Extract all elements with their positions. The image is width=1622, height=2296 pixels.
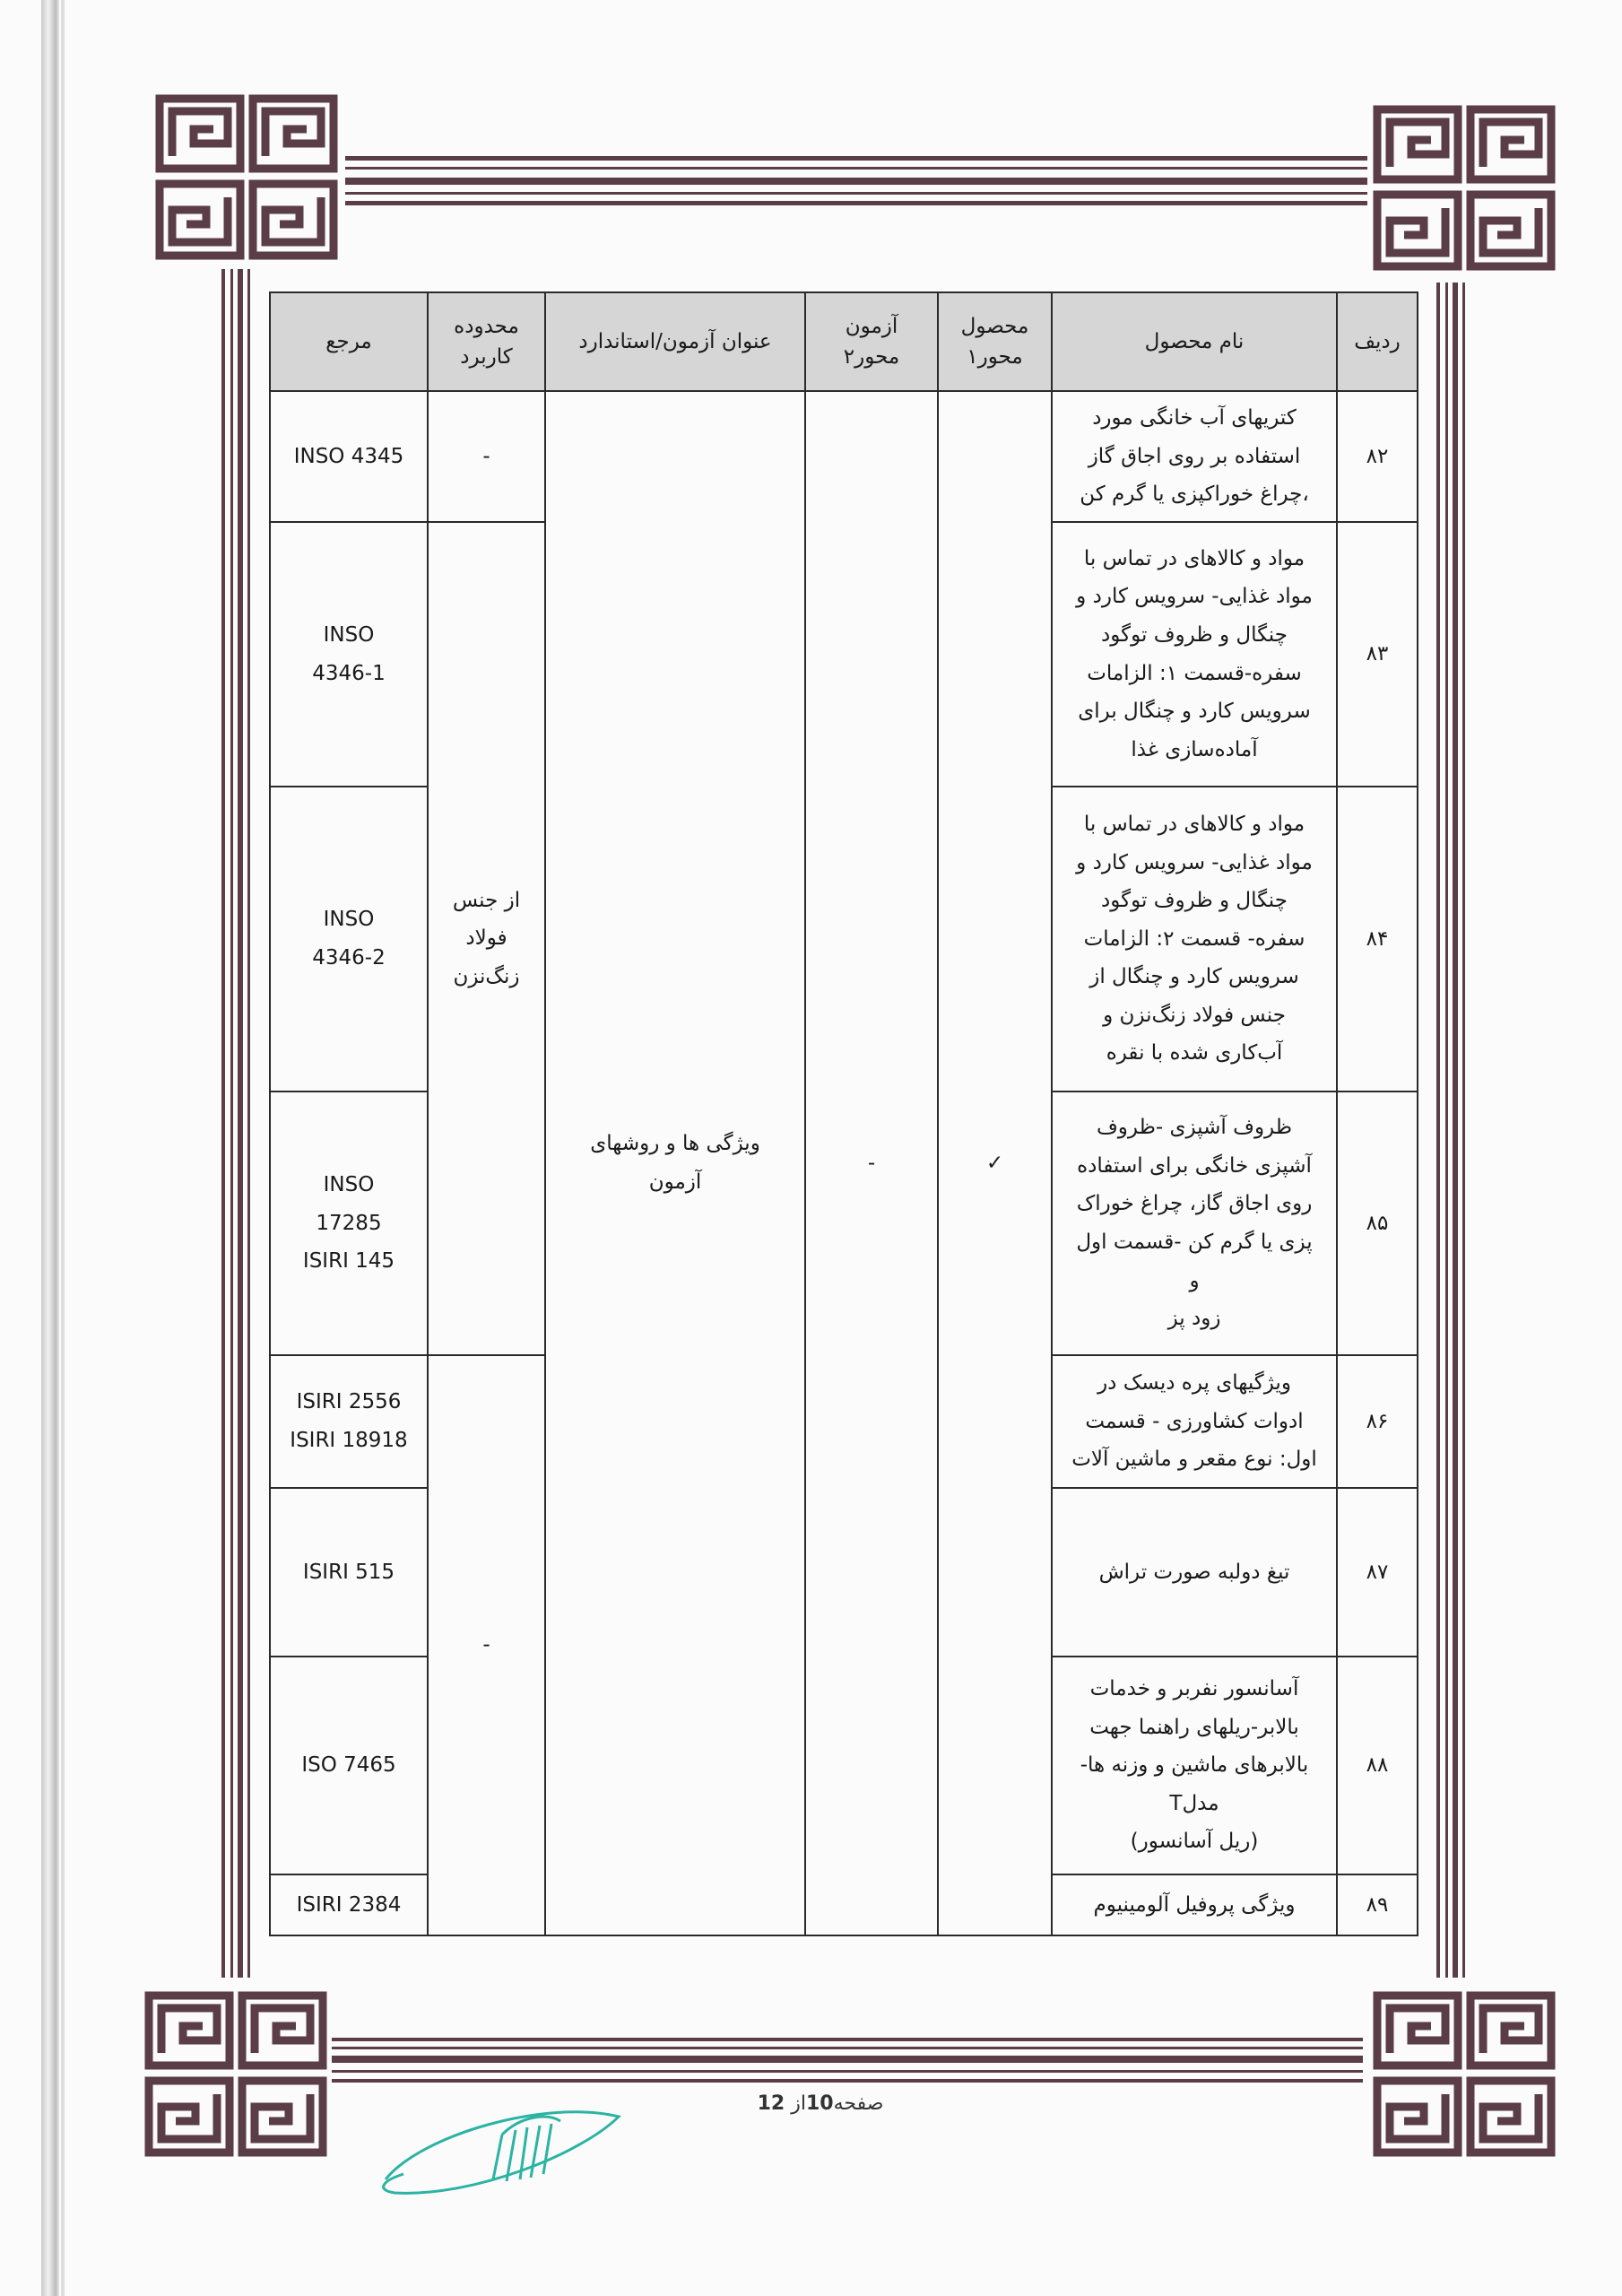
page-number: صفحه10از 12 [757, 2092, 884, 2115]
scope-cell: - [428, 391, 545, 522]
signature-icon [368, 2081, 628, 2206]
frame-bottom-band [332, 2034, 1363, 2088]
product-name-cell: آسانسور نفربر و خدمات بالابر-ریلهای راهنما جهت بالابرهای ماشین و وزنه ها- مدلT (ریل آسانسور) [1052, 1657, 1337, 1874]
row-number: ۸۴ [1337, 787, 1418, 1091]
row-number: ۸۶ [1337, 1355, 1418, 1488]
product-name-cell: مواد و کالاهای در تماس با مواد غذایی- سرویس کارد و چنگال و ظروف توگود سفره-قسمت ۱: الزامات سرویس کارد و چنگال برای آماده‌سازی غذا [1052, 522, 1337, 787]
header-test-title: عنوان آزمون/استاندارد [545, 292, 805, 391]
reference-cell: INSO 17285 ISIRI 145 [270, 1091, 428, 1355]
header-product-axis: محصول محور۱ [938, 292, 1052, 391]
product-name-cell: کتریهای آب خانگی مورد استفاده بر روی اجاق گاز ،چراغ خوراکپزی یا گرم کن [1052, 391, 1337, 522]
binding-edge-line [61, 0, 65, 2296]
greek-key-ornament-icon [1370, 100, 1558, 275]
header-test-axis: آزمون محور۲ [805, 292, 938, 391]
reference-cell: ISIRI 2556 ISIRI 18918 [270, 1355, 428, 1488]
header-scope: محدوده کاربرد [428, 292, 545, 391]
row-number: ۸۷ [1337, 1488, 1418, 1657]
test-axis-cell: - [805, 391, 938, 1935]
frame-left-band [220, 269, 256, 1978]
product-name-cell: ظروف آشپزی -ظروف آشپزی خانگی برای استفاده روی اجاق گاز، چراغ خوراک پزی یا گرم کن -قسمت اول و زود پز [1052, 1091, 1337, 1355]
row-number: ۸۲ [1337, 391, 1418, 522]
reference-cell: INSO 4346-2 [270, 787, 428, 1091]
product-name-cell: تیغ دولبه صورت تراش [1052, 1488, 1337, 1657]
test-title-cell: ویژگی ها و روشهای آزمون [545, 391, 805, 1935]
reference-cell: ISIRI 515 [270, 1488, 428, 1657]
frame-top-band [345, 151, 1367, 213]
table-header-row [270, 292, 1418, 391]
frame-right-band [1435, 283, 1470, 1978]
greek-key-ornament-icon [142, 1987, 330, 2161]
header-product-name: نام محصول [1052, 292, 1337, 391]
header-reference: مرجع [270, 292, 428, 391]
greek-key-ornament-icon [1370, 1987, 1558, 2161]
standards-table [269, 291, 1418, 1936]
row-number: ۸۳ [1337, 522, 1418, 787]
reference-cell: INSO 4345 [270, 391, 428, 522]
binding-edge [41, 0, 59, 2296]
product-name-cell: ویژگی پروفیل آلومینیوم [1052, 1874, 1337, 1935]
reference-cell: ISIRI 2384 [270, 1874, 428, 1935]
reference-cell: ISO 7465 [270, 1657, 428, 1874]
check-mark-icon: ✓ [985, 1151, 1004, 1175]
scope-cell: از جنس فولاد زنگ‌نزن [428, 522, 545, 1355]
product-name-cell: مواد و کالاهای در تماس با مواد غذایی- سرویس کارد و چنگال و ظروف توگود سفره- قسمت ۲: الزامات سرویس کارد و چنگال از جنس فولاد زنگ‌نزن و آب‌کاری شده با نقره [1052, 787, 1337, 1091]
product-name-cell: ویژگیهای پره دیسک در ادوات کشاورزی - قسمت اول: نوع مقعر و ماشین آلات [1052, 1355, 1337, 1488]
reference-cell: INSO 4346-1 [270, 522, 428, 787]
greek-key-ornament-icon [152, 90, 341, 265]
product-axis-cell [938, 391, 1052, 1935]
table-row [270, 391, 1418, 522]
row-number: ۸۸ [1337, 1657, 1418, 1874]
row-number: ۸۹ [1337, 1874, 1418, 1935]
header-row-number: ردیف [1337, 292, 1418, 391]
row-number: ۸۵ [1337, 1091, 1418, 1355]
scope-cell: - [428, 1355, 545, 1935]
